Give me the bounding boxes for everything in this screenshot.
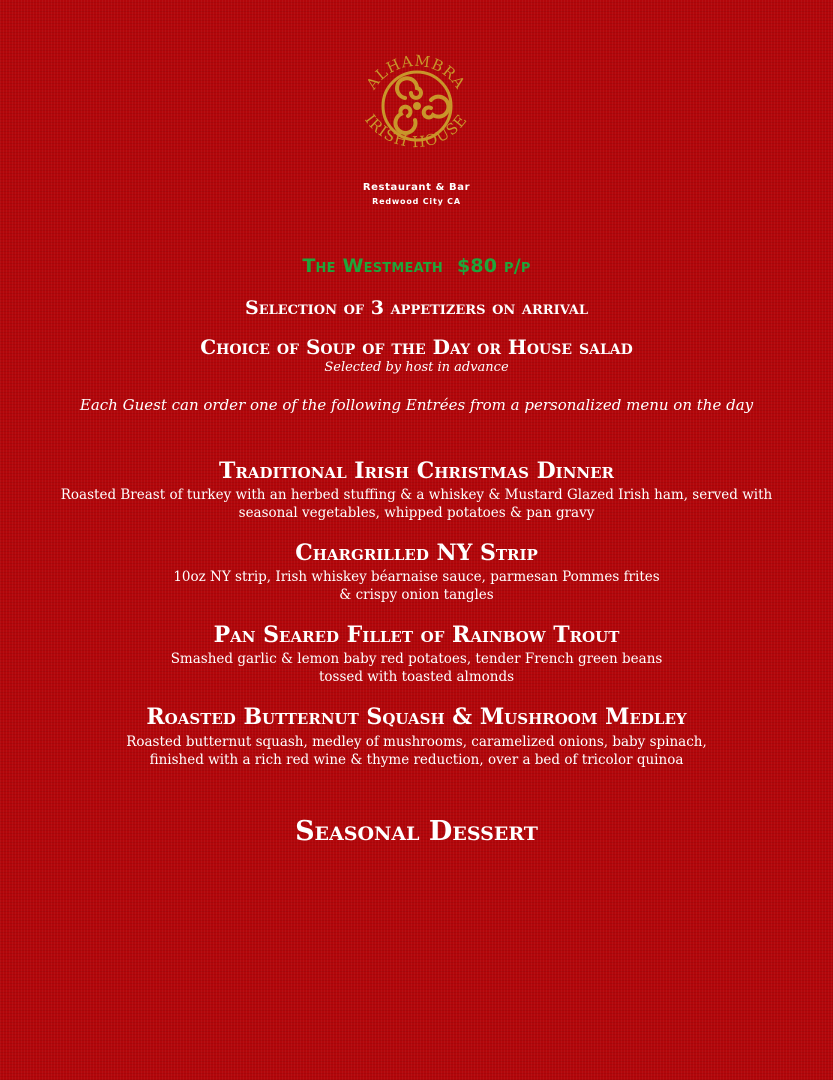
- dish-description: tossed with toasted almonds: [318, 669, 515, 685]
- dish-description: finished with a rich red wine & thyme reduction, over a bed of tricolor quinoa: [149, 752, 684, 768]
- dish-title: Roasted Butternut Squash & Mushroom Medley: [146, 704, 687, 730]
- dish-description: seasonal vegetables, whipped potatoes & pan gravy: [238, 505, 595, 521]
- dish-description: & crispy onion tangles: [339, 587, 494, 603]
- triskele-icon: [341, 44, 491, 194]
- soup-note: Selected by host in advance: [324, 360, 509, 375]
- dish-title: Pan Seared Fillet of Rainbow Trout: [213, 622, 620, 648]
- dish-title: Traditional Irish Christmas Dinner: [218, 458, 615, 484]
- logo-name-bottom: IRISH HOUSE: [361, 110, 471, 152]
- logo-location: Redwood City CA: [372, 197, 461, 206]
- package-name: The Westmeath: [302, 255, 443, 277]
- dessert-heading: Seasonal Dessert: [295, 816, 538, 847]
- dish-description: Roasted Breast of turkey with an herbed stuffing & a whiskey & Mustard Glazed Irish ham, served with: [60, 487, 773, 503]
- package-title: [0, 255, 833, 277]
- dish-description: Roasted butternut squash, medley of mushrooms, caramelized onions, baby spinach,: [126, 734, 707, 750]
- logo-tagline: Restaurant & Bar: [362, 182, 471, 193]
- entree-note: Each Guest can order one of the following Entrées from a personalized menu on the day: [79, 396, 754, 414]
- restaurant-logo: [341, 44, 491, 194]
- soup-heading: Choice of Soup of the Day or House salad: [200, 335, 633, 359]
- logo-name-top: ALHAMBRA: [362, 51, 470, 93]
- dish-description: 10oz NY strip, Irish whiskey béarnaise sauce, parmesan Pommes frites: [173, 569, 660, 585]
- appetizers-heading: Selection of 3 appetizers on arrival: [244, 297, 588, 319]
- dish-description: Smashed garlic & lemon baby red potatoes, tender French green beans: [170, 651, 663, 667]
- package-price: $80 p/p: [456, 255, 531, 277]
- dish-title: Chargrilled NY Strip: [295, 540, 538, 566]
